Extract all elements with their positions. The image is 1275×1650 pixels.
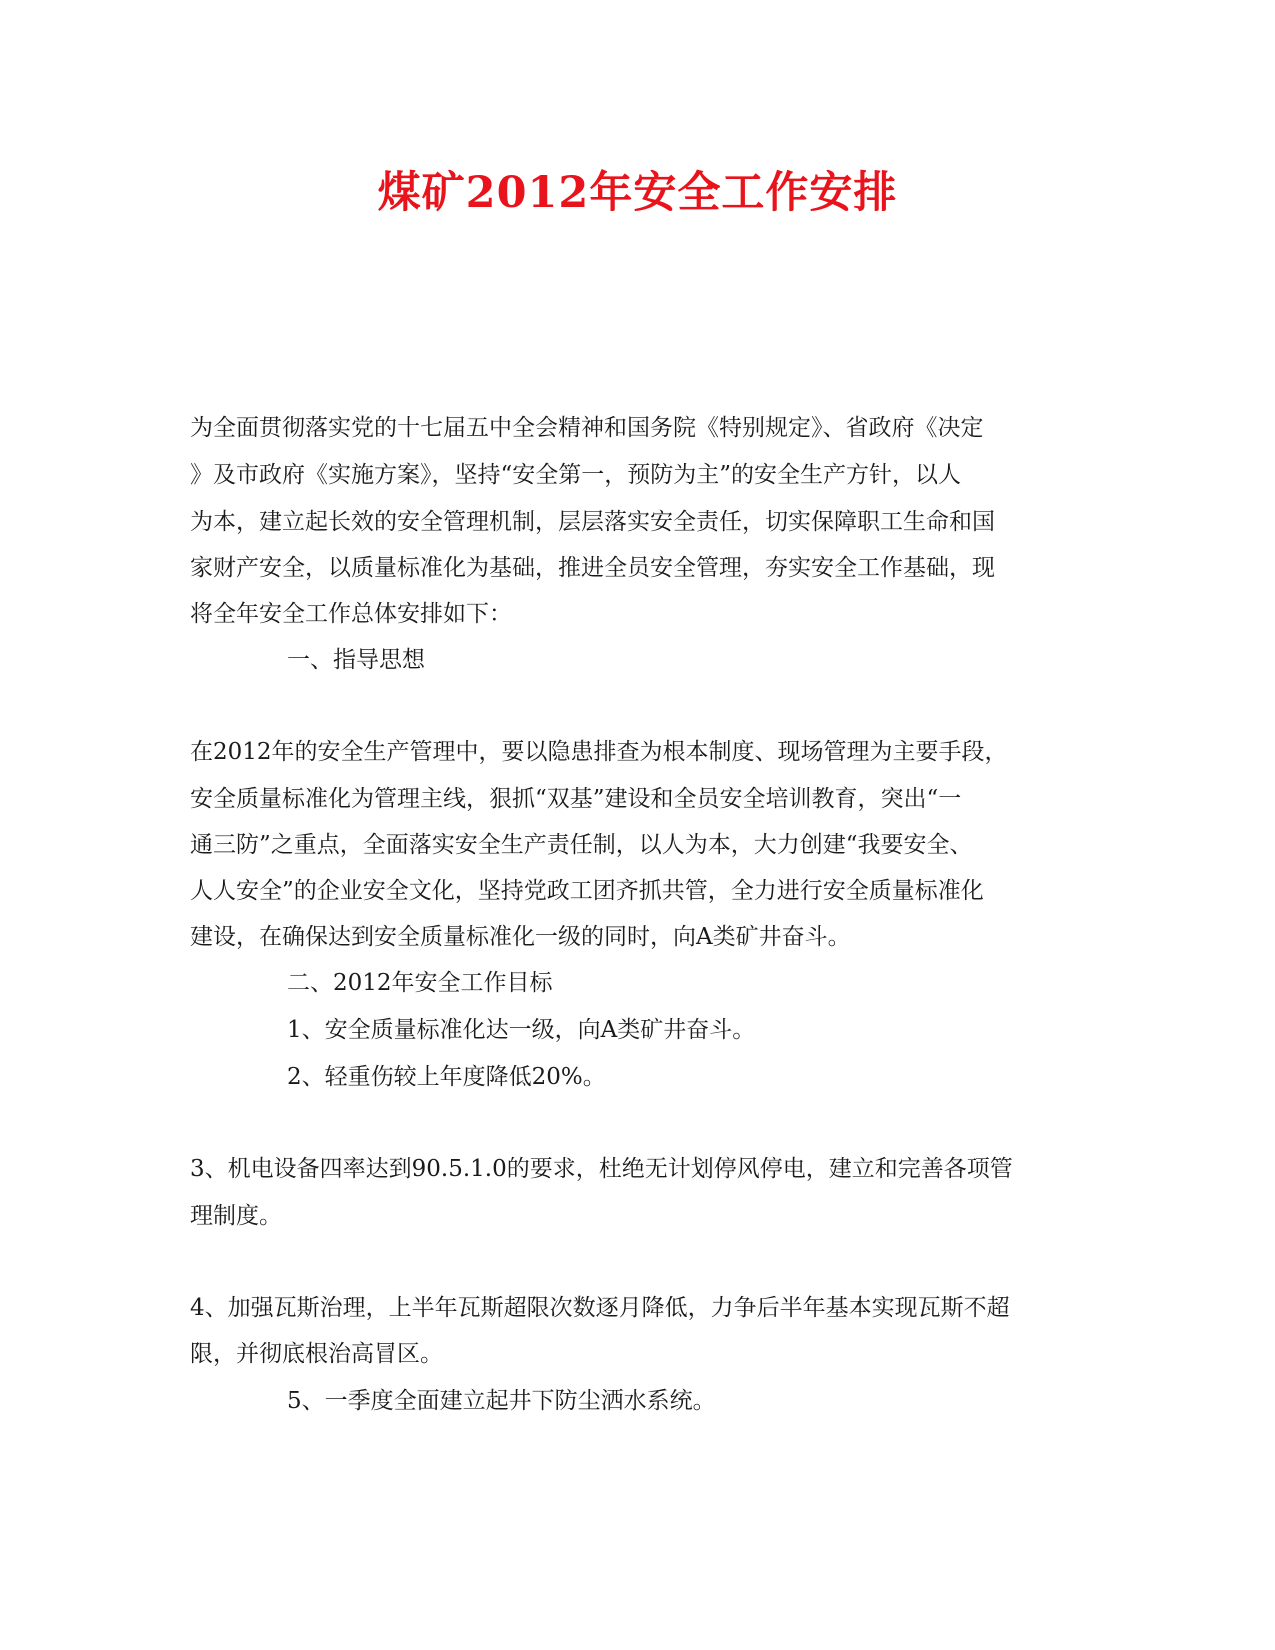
body-line: 为全面贯彻落实党的十七届五中全会精神和国务院《特别规定》、省政府《决定 [190, 415, 984, 441]
body-line: 通三防”之重点，全面落实安全生产责任制，以人为本，大力创建“我要安全、 [190, 832, 973, 858]
list-item: 2、轻重伤较上年度降低20%。 [287, 1064, 606, 1090]
body-line: 在2012年的安全生产管理中，要以隐患排查为根本制度、现场管理为主要手段， [190, 739, 1008, 765]
list-item-continuation: 理制度。 [190, 1203, 282, 1229]
body-line: 为本，建立起长效的安全管理机制，层层落实安全责任，切实保障职工生命和国 [190, 509, 995, 535]
list-item: 5、一季度全面建立起井下防尘洒水系统。 [287, 1388, 716, 1414]
section-heading: 一、指导思想 [287, 647, 425, 673]
list-item: 4、加强瓦斯治理，上半年瓦斯超限次数逐月降低，力争后半年基本实现瓦斯不超 [190, 1295, 1010, 1321]
list-item-continuation: 限，并彻底根治高冒区。 [190, 1341, 443, 1367]
list-item: 3、机电设备四率达到90.5.1.0的要求，杜绝无计划停风停电，建立和完善各项管 [190, 1156, 1013, 1182]
body-line: 家财产安全，以质量标准化为基础，推进全员安全管理，夯实安全工作基础，现 [190, 555, 995, 581]
body-line: 建设，在确保达到安全质量标准化一级的同时，向A类矿井奋斗。 [190, 924, 851, 950]
body-line: 人人安全”的企业安全文化，坚持党政工团齐抓共管，全力进行安全质量标准化 [190, 878, 984, 904]
body-line: 将全年安全工作总体安排如下： [190, 601, 512, 627]
list-item: 1、安全质量标准化达一级，向A类矿井奋斗。 [287, 1017, 756, 1043]
body-line: 》及市政府《实施方案》，坚持“安全第一，预防为主”的安全生产方针，以人 [190, 462, 962, 488]
section-heading: 二、2012年安全工作目标 [287, 970, 553, 996]
body-line: 安全质量标准化为管理主线，狠抓“双基”建设和全员安全培训教育，突出“一 [190, 786, 962, 812]
document-title: 煤矿2012年安全工作安排 [377, 168, 898, 218]
